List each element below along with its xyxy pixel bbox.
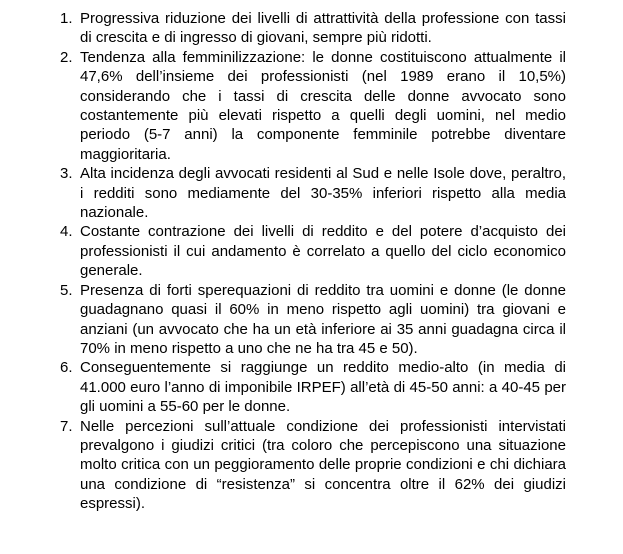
item-text: Costante contrazione dei livelli di reddito e del potere d’acquisto dei professionisti il cui andamento è correlato a quello del ciclo economico generale. (80, 223, 566, 280)
item-text: Presenza di forti sperequazioni di reddito tra uomini e donne (le donne guadagnano quasi il 60% in meno rispetto agli uomini) tra giovani e anziani (un avvocato che ha un età inferiore ai 35 anni guadagna circa il 70% in meno rispetto a uno che ne ha tra 45 e 50). (80, 281, 566, 357)
list-item (46, 164, 566, 222)
item-text: Nelle percezioni sull’attuale condizione dei professionisti intervistati prevalgono i giudizi critici (tra coloro che percepiscono una situazione molto critica con un peggioramento delle proprie condizioni e chi dichiara una condizione di “resistenza” si concentra oltre il 62% dei giudizi espressi). (80, 417, 566, 513)
item-number: 4. (60, 223, 73, 241)
list-item (46, 281, 566, 359)
list-item (46, 9, 566, 48)
list-item (46, 48, 566, 164)
item-number: 7. (60, 417, 73, 435)
numbered-list (46, 9, 566, 514)
item-text: Conseguentemente si raggiunge un reddito medio-alto (in media di 41.000 euro l’anno di imponibile IRPEF) all’età di 45-50 anni: a 40-45 per gli uomini a 55-60 per le donne. (80, 359, 566, 416)
item-number: 2. (60, 48, 73, 66)
item-number: 1. (60, 10, 73, 27)
item-number: 3. (60, 165, 73, 183)
list-item (46, 358, 566, 416)
item-text: Tendenza alla femminilizzazione: le donne costituiscono attualmente il 47,6% dell’insieme dei professionisti (nel 1989 erano il 10,5%) considerando che i tassi di crescita delle donne avvocato sono costantemente più elevati rispetto a quelli degli uomini, nel medio periodo (5-7 anni) la componente femminile potrebbe diventare maggioritaria. (80, 48, 566, 163)
item-text: Alta incidenza degli avvocati residenti al Sud e nelle Isole dove, peraltro, i redditi sono mediamente del 30-35% inferiori rispetto alla media nazionale. (80, 165, 566, 222)
item-text: Progressiva riduzione dei livelli di attrattività della professione con tassi di crescita e di ingresso di giovani, sempre più ridotti. (80, 10, 566, 47)
list-item (46, 222, 566, 280)
list-item (46, 417, 566, 514)
item-number: 6. (60, 359, 73, 377)
item-number: 5. (60, 281, 73, 299)
